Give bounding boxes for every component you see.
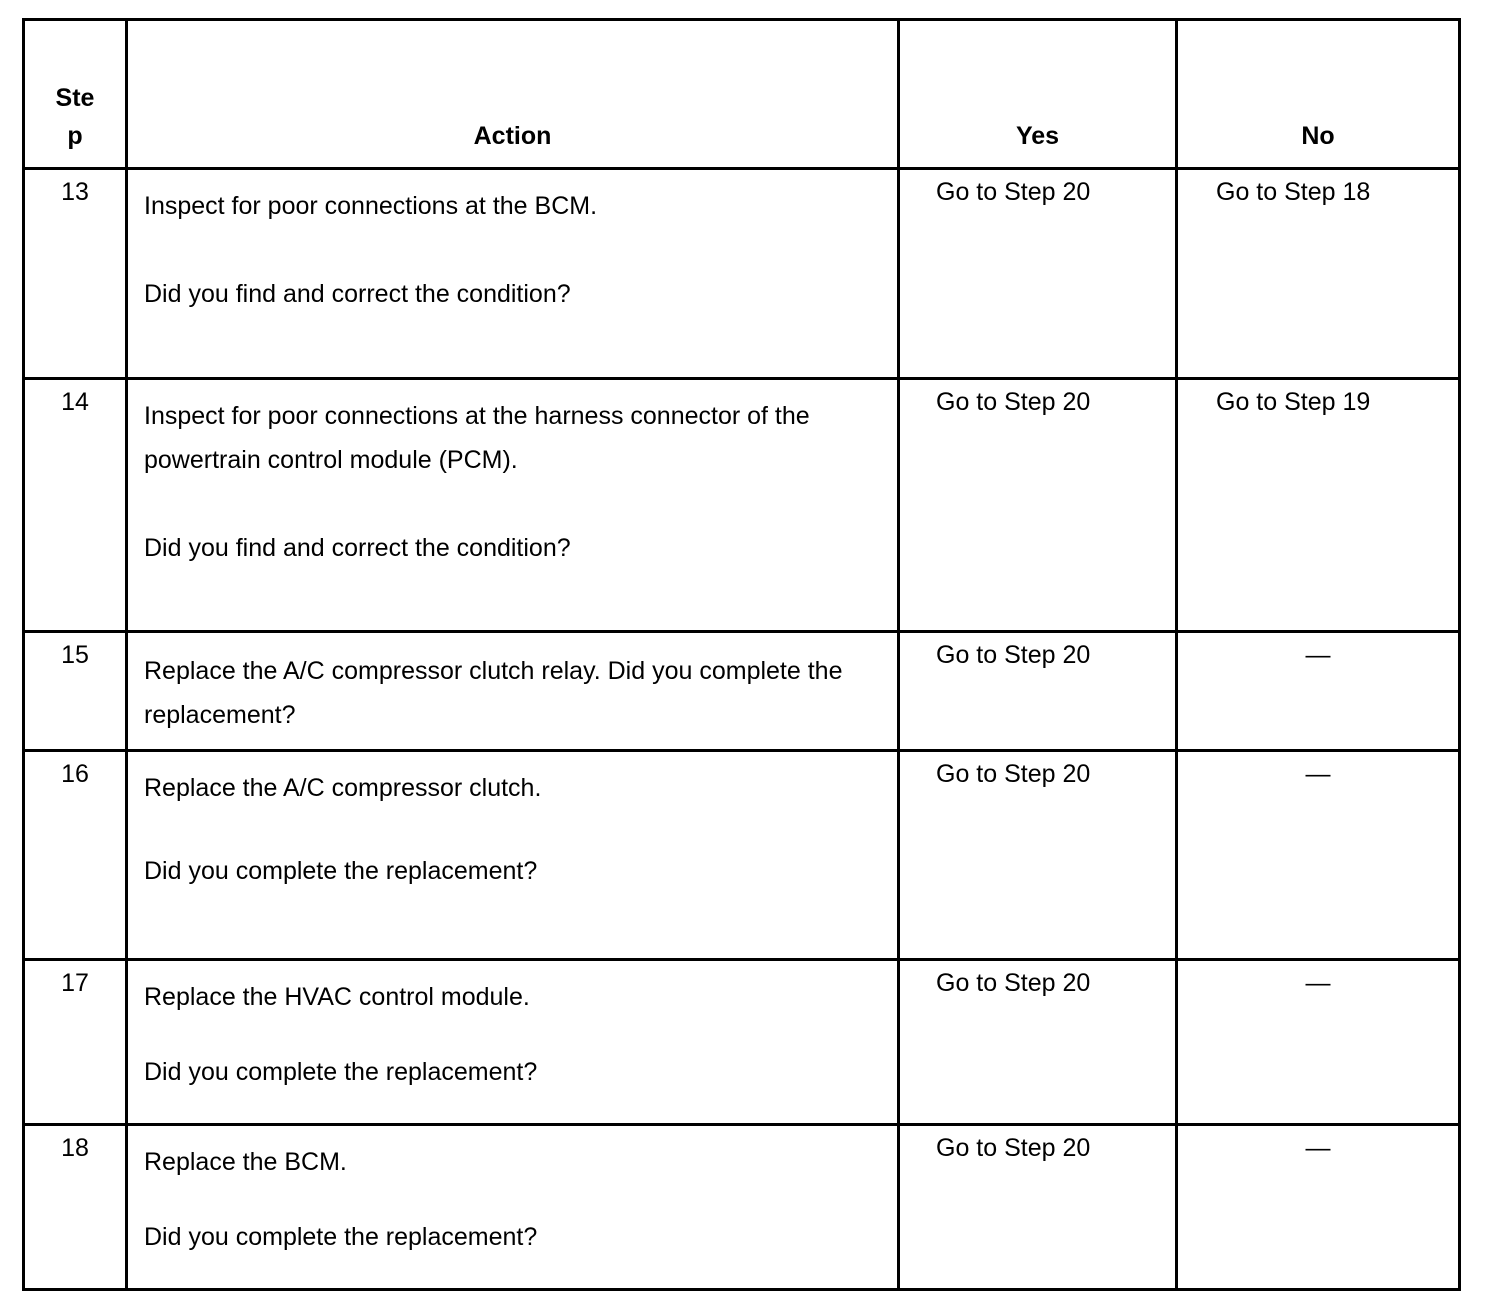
action-text: Replace the BCM. — [144, 1148, 347, 1176]
header-yes: Yes — [899, 20, 1177, 169]
yes-cell — [899, 960, 1177, 1125]
step-number: 15 — [24, 632, 127, 751]
no-cell — [1177, 1125, 1460, 1290]
action-text: Inspect for poor connections at the harness connector of the powertrain control module (PCM). — [144, 402, 810, 474]
action-text: Replace the A/C compressor clutch. — [144, 774, 542, 802]
no-result: Go to Step 18 — [1216, 178, 1371, 206]
no-result: Go to Step 19 — [1216, 388, 1371, 416]
table-row — [24, 1125, 1460, 1290]
yes-result: Go to Step 20 — [936, 388, 1091, 416]
yes-result: Go to Step 20 — [936, 641, 1091, 669]
step-number: 14 — [24, 379, 127, 632]
no-cell — [1177, 632, 1460, 751]
no-cell — [1177, 751, 1460, 960]
yes-result: Go to Step 20 — [936, 1134, 1091, 1162]
no-result: — — [1305, 1134, 1331, 1162]
action-question: Did you complete the replacement? — [144, 857, 538, 885]
step-number: 13 — [24, 169, 127, 379]
step-number: 17 — [24, 960, 127, 1125]
action-cell — [127, 1125, 899, 1290]
table-row — [24, 169, 1460, 379]
table-row — [24, 751, 1460, 960]
table-row — [24, 632, 1460, 751]
table-row — [24, 379, 1460, 632]
action-cell — [127, 379, 899, 632]
no-result: — — [1305, 969, 1331, 997]
no-result: — — [1305, 760, 1331, 788]
action-question: Did you find and correct the condition? — [144, 534, 571, 562]
action-question: Did you complete the replacement? — [144, 1058, 538, 1086]
header-no: No — [1177, 20, 1460, 169]
yes-cell — [899, 1125, 1177, 1290]
action-cell — [127, 751, 899, 960]
yes-cell — [899, 632, 1177, 751]
header-action: Action — [127, 20, 899, 169]
yes-result: Go to Step 20 — [936, 178, 1091, 206]
step-number: 18 — [24, 1125, 127, 1290]
action-question: Did you find and correct the condition? — [144, 280, 571, 308]
no-result: — — [1305, 641, 1331, 669]
action-text: Replace the A/C compressor clutch relay. Did you complete the replacement? — [144, 657, 843, 729]
yes-cell — [899, 751, 1177, 960]
yes-cell — [899, 379, 1177, 632]
no-cell — [1177, 169, 1460, 379]
action-cell — [127, 169, 899, 379]
action-text: Inspect for poor connections at the BCM. — [144, 192, 598, 220]
yes-result: Go to Step 20 — [936, 969, 1091, 997]
action-cell — [127, 960, 899, 1125]
action-text: Replace the HVAC control module. — [144, 983, 530, 1011]
action-cell — [127, 632, 899, 751]
yes-result: Go to Step 20 — [936, 760, 1091, 788]
header-row — [24, 20, 1460, 169]
step-number: 16 — [24, 751, 127, 960]
no-cell — [1177, 379, 1460, 632]
action-question: Did you complete the replacement? — [144, 1223, 538, 1251]
diagnostic-table — [22, 18, 1461, 1291]
header-step: Step — [24, 20, 127, 169]
no-cell — [1177, 960, 1460, 1125]
yes-cell — [899, 169, 1177, 379]
table-row — [24, 960, 1460, 1125]
